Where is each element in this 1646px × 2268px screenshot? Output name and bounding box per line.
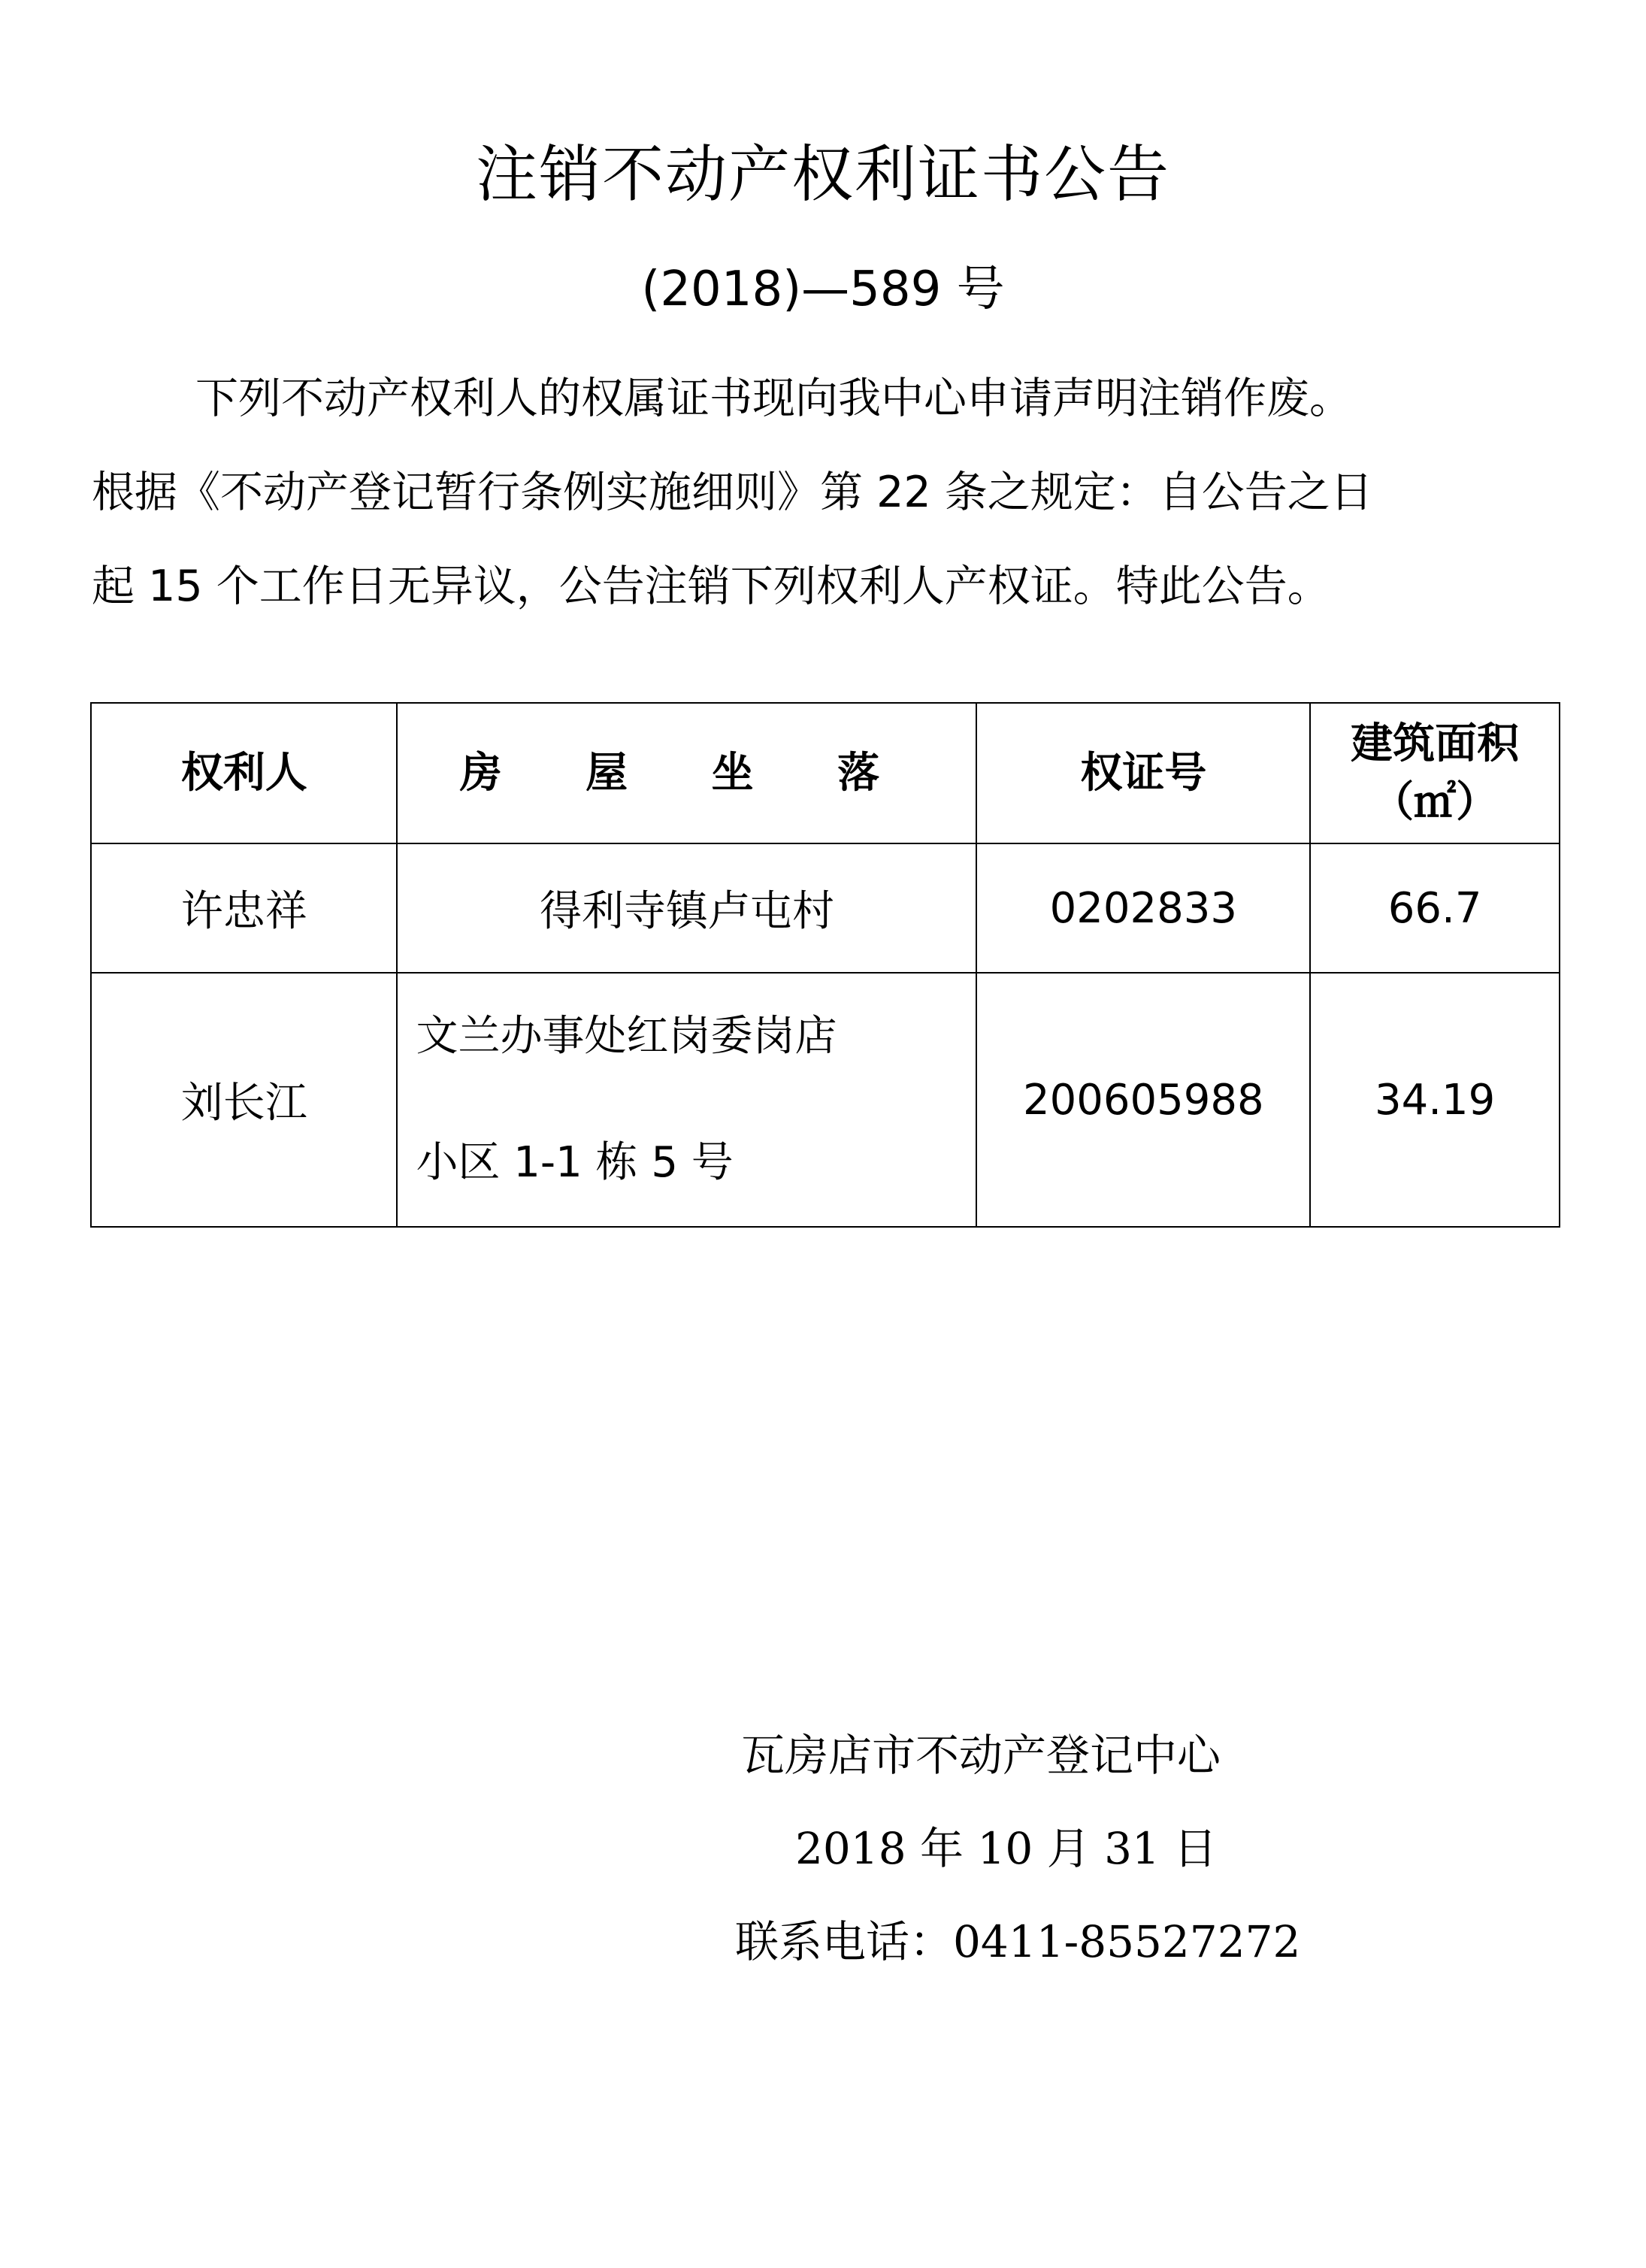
header-area-line1: 建筑面积 [1351,719,1520,768]
header-area-line2: （㎡） [1372,777,1499,827]
footer-issuer: 瓦房店市不动产登记中心 [741,1730,1221,1781]
body-line-3: 起 15 个工作日无异议，公告注销下列权利人产权证。特此公告。 [92,562,1330,611]
footer-contact: 联系电话：0411-85527272 [735,1916,1301,1967]
cell-location-line1: 文兰办事处红岗委岗店 [416,1012,837,1061]
cell-location: 得利寺镇卢屯村 [397,843,976,973]
notice-title: 注销不动产权利证书公告 [475,139,1170,210]
records-table [90,702,1560,1228]
header-location [397,703,976,843]
header-area [1310,703,1560,843]
table-header-row [91,703,1560,843]
body-line-1: 下列不动产权利人的权属证书现向我中心申请声明注销作废。 [195,374,1352,423]
header-location-label: 房 屋 坐 落 [459,748,915,798]
cell-holder: 许忠祥 [91,843,397,973]
footer-date: 2018 年 10 月 31 日 [795,1823,1218,1874]
table-row [91,973,1560,1227]
notice-number: (2018)—589 号 [641,262,1005,317]
body-line-2: 根据《不动产登记暂行条例实施细则》第 22 条之规定：自公告之日 [92,468,1373,517]
notice-body [92,352,1565,634]
header-holder: 权利人 [91,703,397,843]
cell-location-line2: 小区 1-1 栋 5 号 [416,1138,734,1187]
cell-holder: 刘长江 [91,973,397,1227]
cell-area: 34.19 [1310,973,1560,1227]
header-cert-no: 权证号 [976,703,1310,843]
cell-location [397,973,976,1227]
cell-area: 66.7 [1310,843,1560,973]
cell-cert-no: 200605988 [976,973,1310,1227]
table-row [91,843,1560,973]
cell-cert-no: 0202833 [976,843,1310,973]
